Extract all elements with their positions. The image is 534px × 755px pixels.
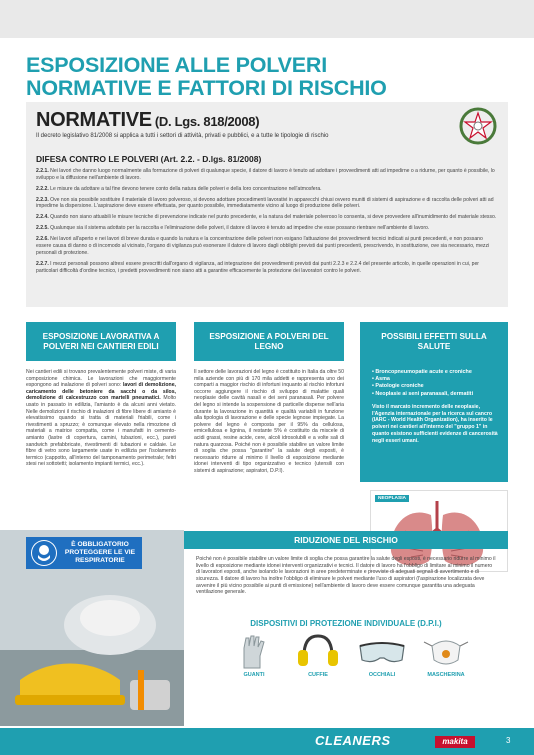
paragraph: 2.2.5. Qualunque sia il sistema adottato per la raccolta e l'eliminazione delle polveri, il datore di lavoro è tenuto ad impedire che esse possano rientrare nell'ambiente di lavoro. bbox=[36, 225, 430, 232]
dpi-label: GUANTI bbox=[243, 672, 265, 678]
normative-reference: (D. Lgs. 818/2008) bbox=[154, 114, 260, 129]
top-band bbox=[0, 0, 534, 38]
dpi-label: MASCHERINA bbox=[427, 672, 465, 678]
list-item: • Broncopneumopatie acute e croniche bbox=[372, 369, 498, 376]
respirator-icon bbox=[31, 540, 57, 566]
risk-reduction-text: Poiché non è possibile stabilire un valore limite di soglia che possa garantire la salute degli esposti, è necessario ridurre al minimo il livello di esposizione mediante idonei interventi organizzativi e tecnici. Il datore di lavoro ha l'obbligo di limitare al minimo il numero di lavoratori esposti, anche isolando le lavorazioni in aree predeterminate e provviste di adeguati segnali di avvertimento e di sicurezza. Il datore di lavoro ha inoltre l'obbligo di eliminare le polveri mediante l'uso di aspiratori (l'aspirazione localizzata deve avvenire il più vicino possibile ai punti di emissione) nell'ambiente di lavoro deve essere comunque garantita una adeguata ventilazione generale. bbox=[196, 556, 496, 596]
list-item: • Asma bbox=[372, 376, 498, 383]
risk-reduction-section bbox=[184, 531, 508, 596]
paragraph: 2.2.4. Quando non siano attuabili le misure tecniche di prevenzione indicate nel punto precedente, e la natura del materiale polveroso lo consenta, si deve provvedere all'inumidimento del materiale stesso. bbox=[36, 214, 497, 221]
gloves-icon bbox=[226, 632, 282, 670]
dpi-row bbox=[184, 632, 508, 678]
section-title: DIFESA CONTRO LE POLVERI (Art. 2.2. - D.lgs. 81/2008) bbox=[36, 154, 262, 164]
italian-emblem-icon bbox=[458, 106, 498, 146]
paragraph: 2.2.3. Ove non sia possibile sostituire il materiale di lavoro polveroso, si devono adottare procedimenti lavorativi in apparecchi chiusi ovvero muniti di sistemi di aspirazione e di raccolta delle polveri atti ad impedirne la dispersione. L'aspirazione deve essere effettuata, per quanto possibile, immediatamente vicino al luogo di produzione delle polveri. bbox=[36, 196, 494, 210]
footer-bar bbox=[0, 728, 534, 755]
wood-dust-heading: ESPOSIZIONE A POLVERI DEL LEGNO bbox=[194, 322, 344, 361]
earmuffs-icon bbox=[290, 632, 346, 670]
makita-logo: makita bbox=[435, 736, 475, 748]
mandatory-respiratory-sign bbox=[26, 537, 142, 569]
health-effects-heading: POSSIBILI EFFETTI SULLA SALUTE bbox=[360, 322, 508, 361]
respirator-icon-circle bbox=[31, 540, 57, 566]
normative-box bbox=[26, 102, 508, 307]
risk-reduction-heading: RIDUZIONE DEL RISCHIO bbox=[184, 531, 508, 549]
dpi-label: OCCHIALI bbox=[368, 672, 396, 678]
health-effects-column bbox=[360, 322, 508, 482]
normative-subtitle: Il decreto legislativo 81/2008 si applica a tutti i settori di attività, privati e pubblici, e a tutte le tipologie di rischio bbox=[36, 133, 329, 139]
wood-dust-column bbox=[194, 322, 344, 475]
dpi-label: CUFFIE bbox=[308, 672, 328, 678]
dpi-goggles bbox=[354, 632, 410, 678]
normative-title-text: NORMATIVE bbox=[36, 109, 152, 131]
mandatory-sign-text: È OBBLIGATORIO PROTEGGERE LE VIE RESPIRATORIE bbox=[64, 541, 136, 564]
list-item: • Neoplasie ai seni paranasali, dermatiti bbox=[372, 391, 498, 398]
normative-paragraphs bbox=[36, 168, 498, 279]
risk-list bbox=[360, 361, 508, 398]
neoplasia-tag: NEOPLASIA bbox=[375, 495, 409, 502]
mask-icon bbox=[418, 632, 474, 670]
iarc-note: Visto il marcato incremento delle neoplasie, l'Agenzia internazionale per la ricerca sul cancro (IARC - World Health Organization), ha inserito le polveri nei cantieri all'interno del "gruppo 1" in quanto esistono sufficienti evidenze di cancerosità negli esseri umani. bbox=[372, 403, 498, 444]
page-title-line2: NORMATIVE E FATTORI DI RISCHIO bbox=[26, 76, 387, 100]
paragraph: 2.2.2. Le misure da adottare a tal fine devono tenere conto della natura delle polveri e della loro concentrazione nell'atmosfera. bbox=[36, 185, 322, 192]
footer-brand: CLEANERS bbox=[315, 733, 391, 748]
page-title bbox=[26, 54, 446, 100]
list-item: • Patologie croniche bbox=[372, 383, 498, 390]
paragraph: 2.2.6. Nei lavori all'aperto e nei lavori di breve durata e quando la natura e la concentrazione delle polveri non esigano l'attuazione dei provvedimenti tecnici indicati ai punti precedenti, e non possano essere causa di danno o di incomodo al vicinato, l'organo di vigilanza può esonerare il datore di lavoro dagli obblighi previsti dai punti precedenti, prescrivendo, in sostituzione, ove sia necessario, mezzi personali di protezione. bbox=[36, 236, 490, 256]
page-number: 3 bbox=[506, 736, 511, 745]
page-title-line1: ESPOSIZIONE ALLE POLVERI bbox=[26, 53, 328, 77]
dpi-earmuffs bbox=[290, 632, 346, 678]
construction-dust-column bbox=[26, 322, 176, 468]
normative-title bbox=[36, 109, 259, 132]
paragraph: 2.2.1. Nei lavori che danno luogo normalmente alla formazione di polveri di qualunque specie, il datore di lavoro è tenuto ad adottare i provvedimenti atti ad impedirne o a ridurne, per quanto è possibile, lo sviluppo e la diffusione nell'ambiente di lavoro. bbox=[36, 168, 495, 181]
dpi-mask bbox=[418, 632, 474, 678]
wood-dust-text: Il settore delle lavorazioni del legno è costituito in Italia da oltre 50 mila aziende con più di 170 mila addetti e rappresenta uno dei comparti a maggior rischio di infortuni inquanto al rischio infortuni occorre aggiungere il rischio di sviluppo di malattie quali neoplasie delle cavità nasali e dei seni paranasali. Per polvere del legno si intende la sospensione di particelle disperse nell'aria durante la lavorazione in quantità e qualità variabili in funzione alla tipologia di lavorazione e delle specie legnose impiegate. La polvere del legno è composta per il 95% da cellulosa, emicellulosa e lignina, il restante 5% è costituito da miscele di acidi grassi, resine acide, cere, alcoli idrosolubili e a volte sali di natura quarzosa. Poiché non è possibile stabilire un valore limite di soglia che possa "garantire" la salute degli esposti, è necessario ridurre al minimo il livello di esposizione mediante idonei interventi di tipo organizzativo e tecnico (utensili con sistemi di aspirazione; aspiratori, D.P.I). bbox=[194, 369, 344, 474]
construction-dust-heading: ESPOSIZIONE LAVORATIVA A POLVERI NEI CANTIERI EDILI bbox=[26, 322, 176, 361]
paragraph: 2.2.7. I mezzi personali possono altresì essere prescritti dall'organo di vigilanza, ad integrazione dei provvedimenti previsti dai punti 2.2.3 e 2.2.4 del presente articolo, in quelle operazioni in cui, per particolari difficoltà d'ordine tecnico, i predetti provvedimenti non siano atti a garantire efficacemente la protezione dei lavoratori contro le polveri. bbox=[36, 260, 479, 274]
dpi-gloves bbox=[226, 632, 282, 678]
dpi-title: DISPOSITIVI DI PROTEZIONE INDIVIDUALE (D.P.I.) bbox=[250, 619, 442, 628]
goggles-icon bbox=[354, 632, 410, 670]
construction-dust-text: Nei cantieri edili si trovano prevalentemente polveri miste, di varia composizione chimica. Le lavorazioni che maggiormente espongono ad inalazione di polveri sono: lavori di demolizione, caricamento delle betoniere da sacchi o da silos, demolizione di calcestruzzo con martelli pneumatici. Molto usato in passato in edilizia, l'amianto è da alcuni anni vietato. Nelle demolizioni il rischio di inalazioni di fibre libere di amianto è elevatissimo quando si tratta di materiali friabili, come i rivestimenti a spruzzo; è comunque elevato nella rimozione di materiali a matrice compatta, come i manufatti in cemento-amianto (lastre di copertura, camini, tubazioni, ecc.), pareti sandwich prefabbricate, rivestimenti di tubazioni e caldaie. Le fibre di vetro sono largamente usate in edilizia per l'isolamento termico (cappotto, all'interno del tamponamento perimetrale; feltri stesi nei sottotetti; isolamento impianti termici, ecc.). bbox=[26, 369, 177, 468]
